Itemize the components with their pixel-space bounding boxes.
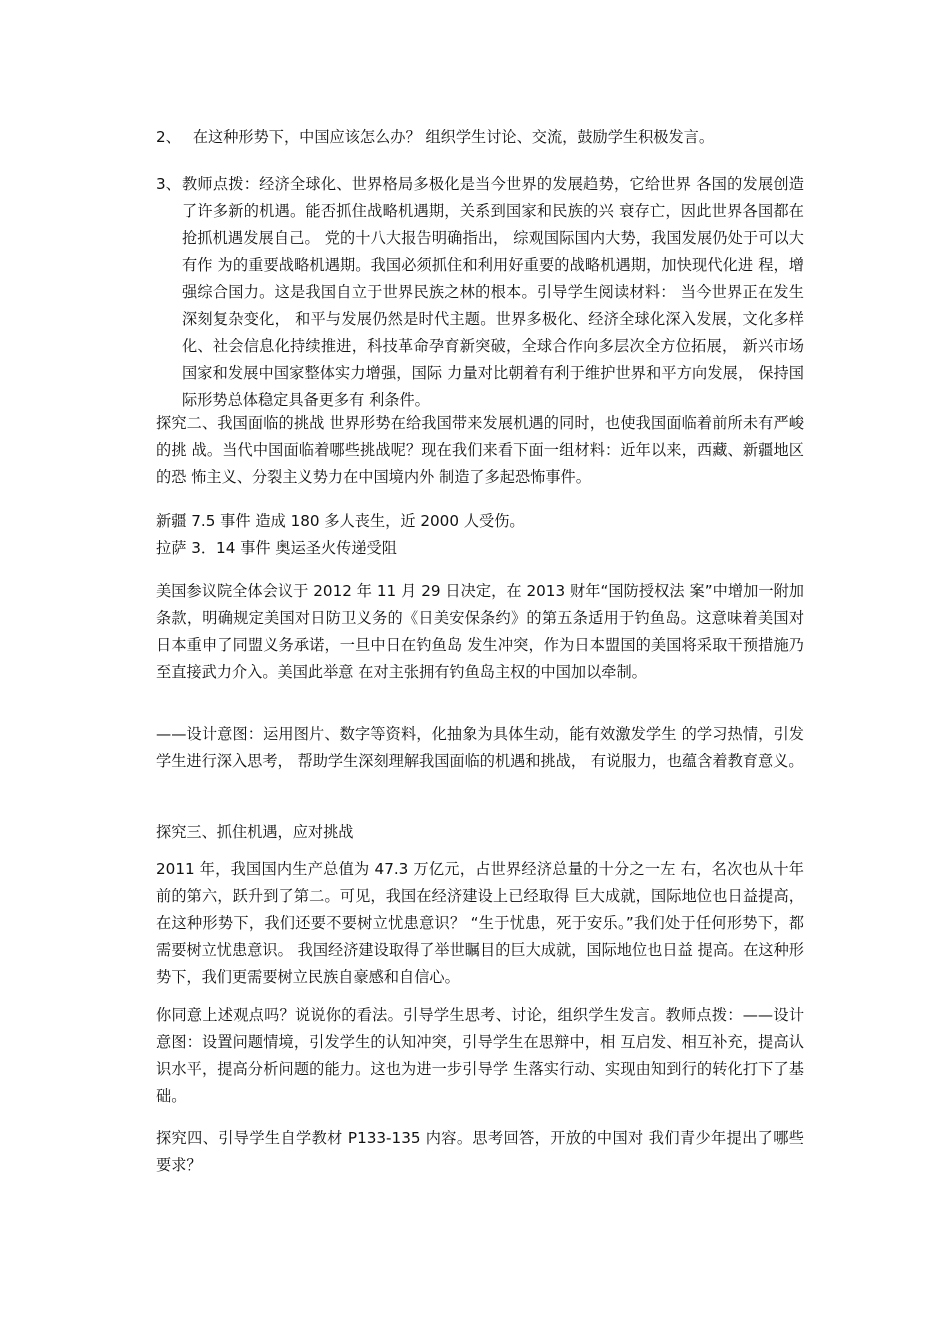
explore-3-heading: 探究三、抓住机遇，应对挑战 — [156, 823, 354, 841]
design-intent-paragraph: ——设计意图：运用图片、数字等资料，化抽象为具体生动，能有效激发学生 的学习热情，引发学生进行深入思考， 帮助学生深刻理解我国面临的机遇和挑战， 有说服力，也蕴含着教育意义。 — [156, 725, 804, 770]
senate-paragraph: 美国参议院全体会议于 2012 年 11 月 29 日决定，在 2013 财年“国防授权法 案”中增加一附加条款，明确规定美国对日防卫义务的《日美安保条约》的第五条适用于钓鱼岛。这意味着美国对日本重申了同盟义务承诺，一旦中日在钓鱼岛 发生冲突，作为日本盟国的美国将采取干预措施乃至直接武力介入。美国此举意 在对主张拥有钓鱼岛主权的中国加以牵制。 — [156, 582, 804, 681]
events-list — [156, 508, 804, 562]
item-2 — [156, 124, 804, 151]
explore-4-paragraph: 探究四、引导学生自学教材 P133-135 内容。思考回答，开放的中国对 我们青少年提出了哪些要求？ — [156, 1129, 804, 1174]
gdp-paragraph: 2011 年，我国国内生产总值为 47.3 万亿元，占世界经济总量的十分之一左 右，名次也从十年前的第六，跃升到了第二。可见，我国在经济建设上已经取得 巨大成就，国际地位也日益提高，在这种形势下，我们还要不要树立忧患意识？ “生于忧患，死于安乐。”我们处于任何形势下，都需要树立忧患意识。 我国经济建设取得了举世瞩目的巨大成就，国际地位也日益 提高。在这种形势下，我们更需要树立民族自豪感和自信心。 — [156, 860, 804, 986]
item-3-number: 3、 — [156, 175, 181, 193]
event-xinjiang: 新疆 7.5 事件 造成 180 多人丧生，近 2000 人受伤。 — [156, 512, 525, 530]
event-lhasa: 拉萨 3．14 事件 奥运圣火传递受阻 — [156, 539, 397, 557]
item-2-text: 在这种形势下，中国应该怎么办？ 组织学生讨论、交流，鼓励学生积极发言。 — [192, 128, 715, 146]
agree-paragraph: 你同意上述观点吗？说说你的看法。引导学生思考、讨论，组织学生发言。教师点拨：——设计意图：设置问题情境，引发学生的认知冲突，引导学生在思辩中，相 互启发、相互补充，提高认识水平，提高分析问题的能力。这也为进一步引导学 生落实行动、实现由知到行的转化打下了基础。 — [156, 1006, 804, 1105]
item-2-number: 2、 — [156, 128, 181, 146]
item-3 — [156, 171, 804, 414]
explore-2-paragraph: 探究二、我国面临的挑战 世界形势在给我国带来发展机遇的同时，也使我国面临着前所未有严峻的挑 战。当代中国面临着哪些挑战呢？现在我们来看下面一组材料：近年以来，西藏、新疆地区的恐 怖主义、分裂主义势力在中国境内外 制造了多起恐怖事件。 — [156, 414, 804, 486]
item-3-text: 教师点拨：经济全球化、世界格局多极化是当今世界的发展趋势，它给世界 各国的发展创造了许多新的机遇。能否抓住战略机遇期，关系到国家和民族的兴 衰存亡，因此世界各国都在抢抓机遇发展自己。 党的十八大报告明确指出， 综观国际国内大势，我国发展仍处于可以大有作 为的重要战略机遇期。我国必须抓住和利用好重要的战略机遇期，加快现代化进 程，增强综合国力。这是我国自立于世界民族之林的根本。引导学生阅读材料： 当今世界正在发生深刻复杂变化， 和平与发展仍然是时代主题。世界多极化、经济全球化深入发展，文化多样化、社会信息化持续推进，科技革命孕育新突破，全球合作向多层次全方位拓展， 新兴市场国家和发展中国家整体实力增强，国际 力量对比朝着有利于维护世界和平方向发展， 保持国际形势总体稳定具备更多有 利条件。 — [182, 175, 804, 409]
